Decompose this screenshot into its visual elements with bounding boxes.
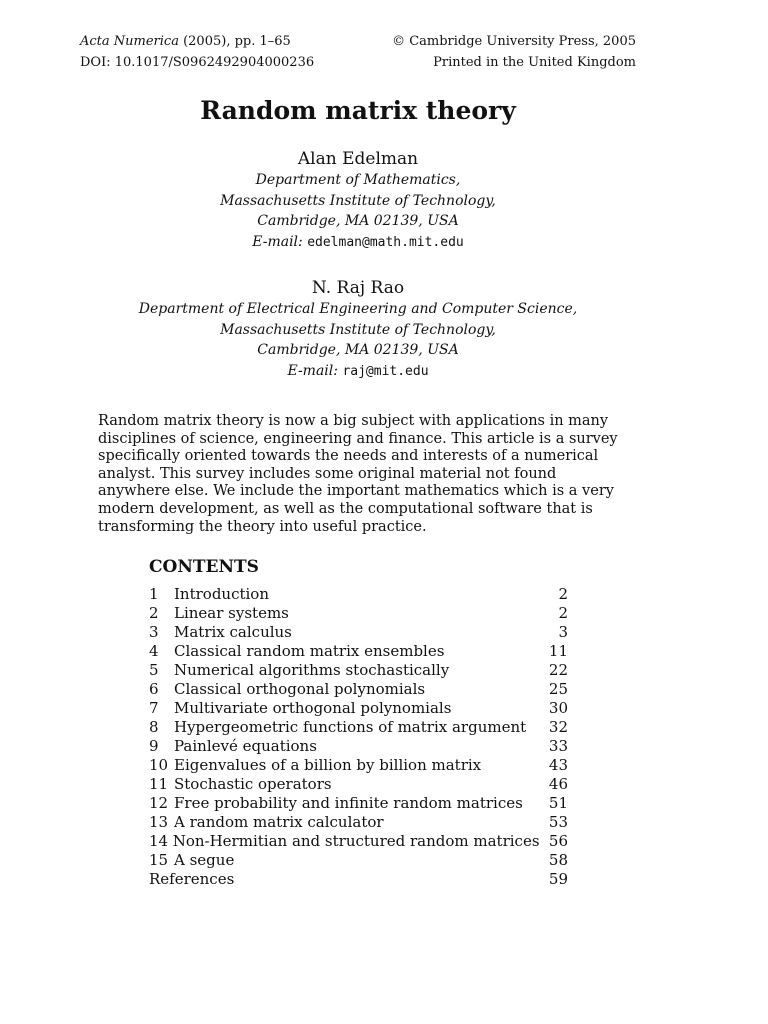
- toc-section-title: Free probability and infinite random matrices: [174, 794, 523, 812]
- paper-title: Random matrix theory: [200, 96, 516, 125]
- toc-entry[interactable]: [149, 813, 568, 832]
- author-email[interactable]: edelman@math.mit.edu: [307, 234, 464, 250]
- header-row-2: [80, 52, 636, 73]
- abstract: [98, 413, 618, 536]
- toc-section-number: 4: [149, 642, 159, 660]
- toc-section-number: 6: [149, 680, 159, 698]
- author-block-1: [0, 148, 716, 253]
- toc-page-number: 22: [548, 661, 568, 679]
- toc-entry[interactable]: [149, 699, 568, 718]
- toc-entry[interactable]: [149, 585, 568, 604]
- header-row-1: [80, 31, 636, 52]
- toc-page-number: 11: [548, 642, 568, 660]
- toc-entry[interactable]: [149, 832, 568, 851]
- toc-entry[interactable]: [149, 680, 568, 699]
- toc-section-title: Non-Hermitian and structured random matrices: [172, 832, 540, 850]
- toc-section-title: Stochastic operators: [174, 775, 332, 793]
- journal-name: Acta Numerica: [80, 34, 179, 49]
- toc-section-number: 7: [149, 699, 159, 717]
- toc-entry[interactable]: [149, 604, 568, 623]
- toc-section-title: Introduction: [174, 585, 269, 603]
- page-header: [80, 31, 636, 73]
- toc-entry[interactable]: [149, 870, 568, 889]
- toc-section-title: Classical random matrix ensembles: [174, 642, 445, 660]
- author-block-2: [0, 277, 716, 382]
- toc-section-number: 15: [149, 851, 169, 869]
- author-institution: Massachusetts Institute of Technology,: [220, 321, 496, 338]
- journal-citation: [80, 31, 291, 52]
- email-label: E-mail:: [252, 233, 303, 250]
- toc-page-number: 30: [548, 699, 568, 717]
- printed-location: Printed in the United Kingdom: [433, 55, 636, 70]
- author-email-line: [0, 232, 716, 254]
- toc-section-title: Matrix calculus: [174, 623, 292, 641]
- toc-section-number: 9: [149, 737, 159, 755]
- toc-section-number: 2: [149, 604, 159, 622]
- toc-section-title: Numerical algorithms stochastically: [174, 661, 450, 679]
- toc-section-number: 1: [149, 585, 159, 603]
- toc-entry[interactable]: [149, 737, 568, 756]
- toc-page-number: 51: [548, 794, 568, 812]
- author-department: Department of Mathematics,: [255, 172, 461, 188]
- author-name: N. Raj Rao: [311, 278, 405, 298]
- toc-section-title: Multivariate orthogonal polynomials: [174, 699, 452, 717]
- author-address: Cambridge, MA 02139, USA: [257, 213, 459, 229]
- toc-page-number: 56: [548, 832, 568, 850]
- abstract-text: Random matrix theory is now a big subject with applications in many disciplines of science, engineering and finance. This article is a survey specifically oriented towards the needs and interests of a numerical analyst. This survey includes some original material not found anywhere else. We include the important mathematics which is a very modern development, as well as the computational software that is transforming the theory into useful practice.: [98, 413, 618, 535]
- author-address: Cambridge, MA 02139, USA: [257, 342, 459, 358]
- toc-page-number: 32: [548, 718, 568, 736]
- author-email[interactable]: raj@mit.edu: [342, 363, 429, 379]
- toc-section-title: A random matrix calculator: [174, 813, 384, 831]
- toc-entry[interactable]: [149, 851, 568, 870]
- toc-section-title: Eigenvalues of a billion by billion matrix: [174, 756, 482, 774]
- toc-page-number: 58: [548, 851, 568, 869]
- toc-section-number: 14: [149, 832, 169, 850]
- toc-page-number: 46: [548, 775, 568, 793]
- toc-section-title: References: [149, 870, 235, 888]
- toc-entry[interactable]: [149, 756, 568, 775]
- toc-list: [149, 585, 568, 889]
- toc-section-title: Painlevé equations: [174, 737, 317, 755]
- toc-page-number: 53: [548, 813, 568, 831]
- toc-entry[interactable]: [149, 661, 568, 680]
- toc-section-number: 12: [149, 794, 169, 812]
- toc-page-number: 25: [548, 680, 568, 698]
- author-name: Alan Edelman: [297, 149, 419, 169]
- copyright: © Cambridge University Press, 2005: [392, 34, 636, 49]
- toc-page-number: 33: [548, 737, 568, 755]
- email-label: E-mail:: [287, 362, 338, 379]
- toc-section-number: 3: [149, 623, 159, 641]
- toc-page-number: 43: [548, 756, 568, 774]
- toc-section-number: 11: [149, 775, 169, 793]
- toc-entry[interactable]: [149, 775, 568, 794]
- author-institution: Massachusetts Institute of Technology,: [220, 192, 496, 209]
- toc-entry[interactable]: [149, 794, 568, 813]
- toc-section-number: 10: [149, 756, 169, 774]
- toc-section-title: Hypergeometric functions of matrix argument: [174, 718, 527, 736]
- doi: DOI: 10.1017/S0962492904000236: [80, 55, 315, 70]
- toc-section-title: Classical orthogonal polynomials: [174, 680, 426, 698]
- author-department: Department of Electrical Engineering and Computer Science,: [138, 301, 578, 317]
- table-of-contents: [149, 556, 568, 889]
- toc-section-number: 13: [149, 813, 169, 831]
- toc-page-number: 2: [558, 585, 568, 603]
- journal-info: (2005), pp. 1–65: [183, 34, 291, 49]
- toc-page-number: 3: [558, 623, 568, 641]
- toc-page-number: 2: [558, 604, 568, 622]
- toc-section-number: 8: [149, 718, 159, 736]
- contents-heading: CONTENTS: [149, 557, 259, 577]
- toc-section-number: 5: [149, 661, 159, 679]
- author-email-line: [0, 361, 716, 383]
- toc-entry[interactable]: [149, 623, 568, 642]
- toc-entry[interactable]: [149, 642, 568, 661]
- toc-section-title: A segue: [174, 851, 235, 869]
- toc-entry[interactable]: [149, 718, 568, 737]
- toc-page-number: 59: [548, 870, 568, 888]
- toc-section-title: Linear systems: [174, 604, 289, 622]
